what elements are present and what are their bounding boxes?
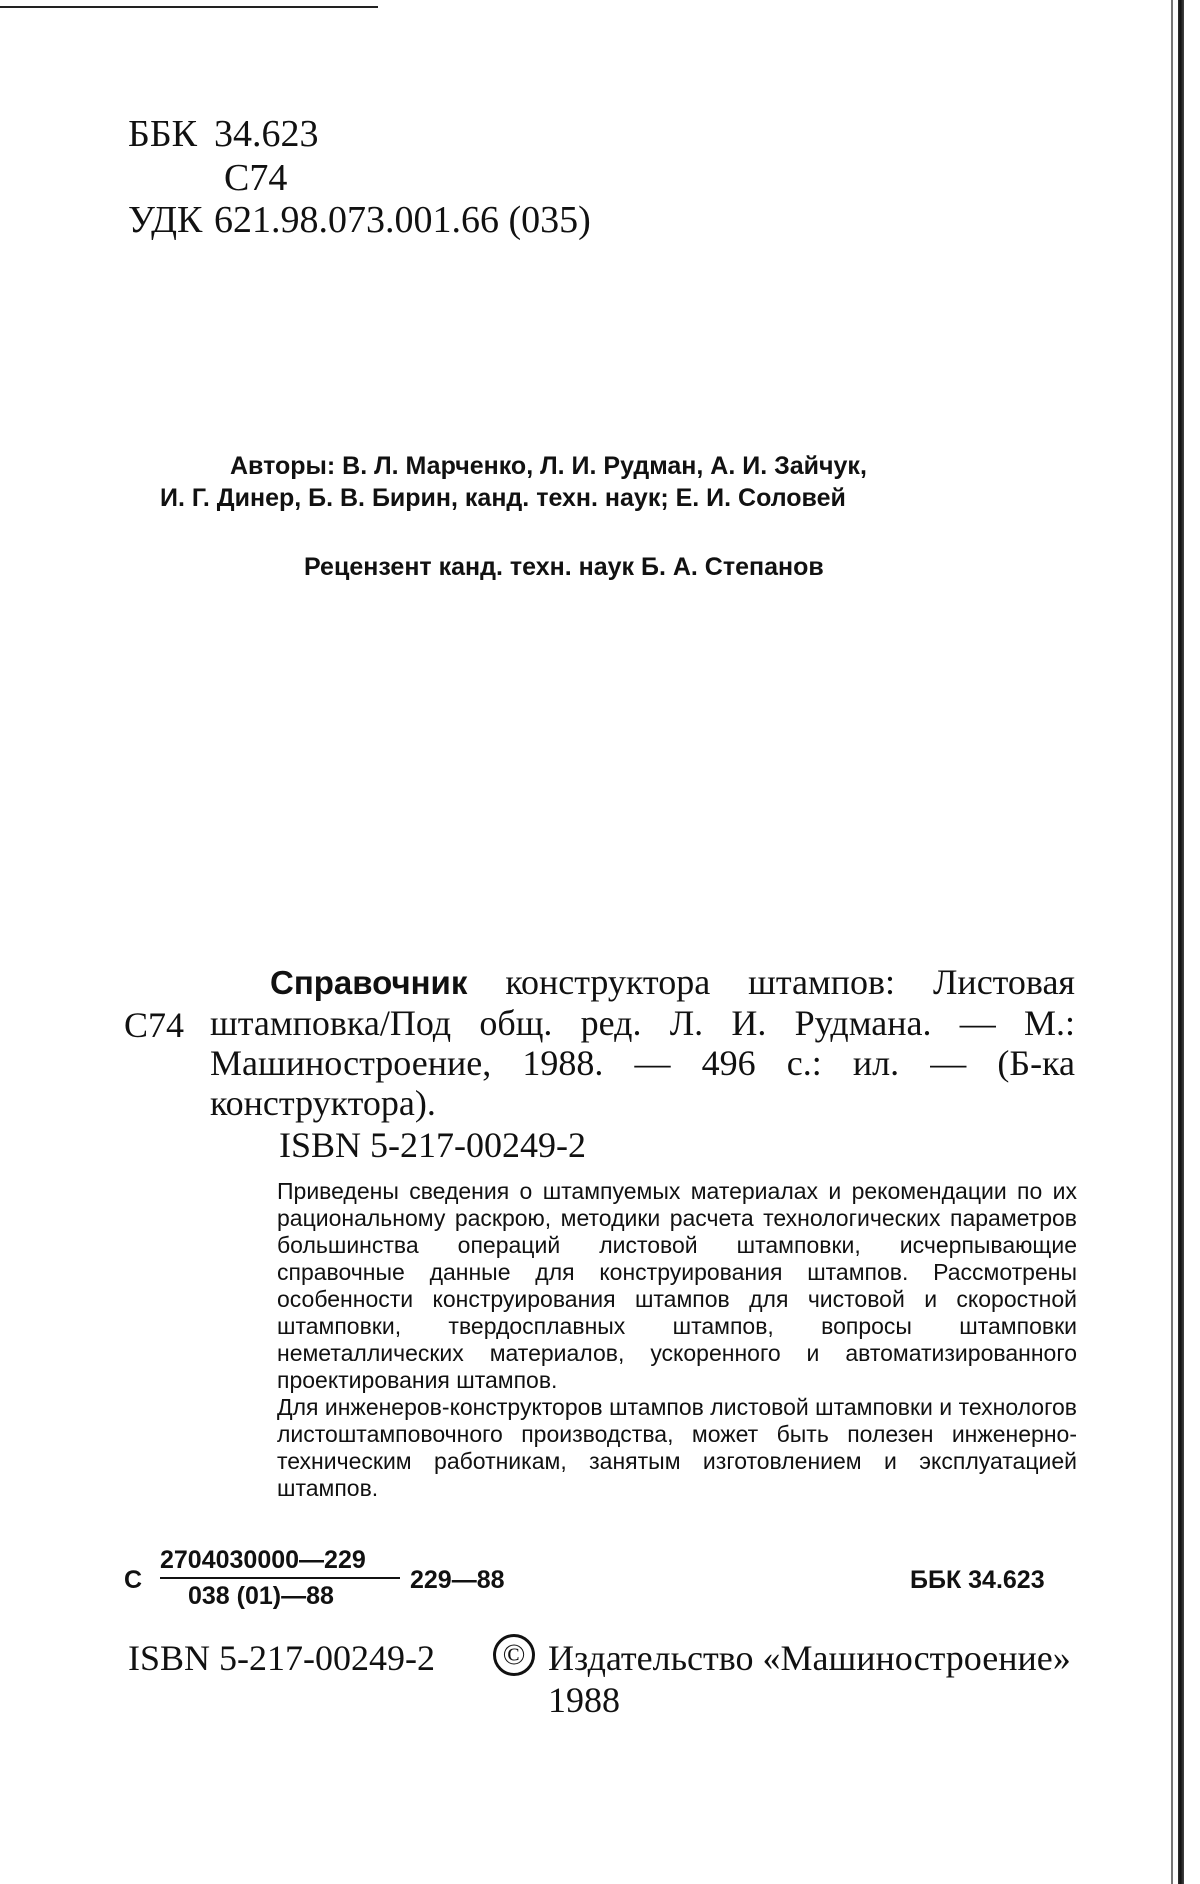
authors-line-1: Авторы: В. Л. Марченко, Л. И. Рудман, А. И. Зайчук, — [230, 452, 867, 480]
udk-value: 621.98.073.001.66 (035) — [214, 199, 591, 241]
abstract-paragraph-1: Приведены сведения о штампуемых материалах и рекомендации по их рациональному раскрою, методики расчета технологических параметров большинства операций листовой штамповки, исчерпывающие справочные данные для конструирования штампов. Рассмотрены особенности конструирования штампов для чистовой и скоростной штамповки, твердосплавных штампов, вопросы штамповки неметаллических материалов, ускоренного и автоматизированного проектирования штампов. — [277, 1178, 1077, 1393]
publisher-block — [548, 1637, 1071, 1721]
udk-line — [128, 198, 591, 242]
abstract-paragraph-2-text: Для инженеров-конструкторов штампов листовой штамповки и технологов листоштамповочного производства, может быть полезен инженерно-техническим работникам, занятым изготовлением и эксплуатацией штампов. — [277, 1394, 1077, 1501]
bbk-value: 34.623 — [214, 113, 319, 155]
entry-heading: Справочник — [270, 964, 468, 1001]
imprint-numerator: 2704030000—229 — [160, 1546, 366, 1574]
abstract-paragraph-2 — [277, 1394, 1077, 1502]
publisher-year: 1988 — [548, 1680, 620, 1720]
fraction-bar — [160, 1577, 400, 1579]
bbk-line — [128, 112, 319, 156]
page-edge — [1178, 0, 1184, 1884]
abstract — [277, 1178, 1077, 1502]
reviewer: Рецензент канд. техн. наук Б. А. Степанов — [304, 553, 824, 581]
authors-block — [160, 450, 1040, 514]
imprint-tail: 229—88 — [410, 1566, 505, 1594]
publisher-name: Издательство «Машиностроение» — [548, 1638, 1071, 1678]
bibliographic-entry — [210, 962, 1075, 1123]
imprint-denominator: 038 (01)—88 — [188, 1582, 334, 1610]
copyright-icon: © — [493, 1634, 535, 1676]
authors-line-2: И. Г. Динер, Б. В. Бирин, канд. техн. наук; Е. И. Соловей — [160, 484, 846, 512]
author-mark: С74 — [224, 157, 288, 199]
imprint-bbk: ББК 34.623 — [910, 1566, 1045, 1594]
imprint-letter: С — [124, 1566, 143, 1594]
entry-text: конструктора штампов: Листовая штамповка/Под общ. ред. Л. И. Рудмана. — М.: Машиностроение, 1988. — 496 с.: ил. — (Б-ка конструктора). — [210, 962, 1075, 1123]
footer-isbn: ISBN 5-217-00249-2 — [128, 1638, 435, 1678]
bbk-label: ББК — [128, 113, 197, 155]
entry-side-mark: С74 — [124, 1005, 185, 1045]
entry-isbn: ISBN 5-217-00249-2 — [279, 1125, 586, 1165]
top-rule — [0, 6, 378, 8]
udk-label: УДК — [128, 199, 203, 241]
page-edge-inner — [1171, 0, 1173, 1884]
